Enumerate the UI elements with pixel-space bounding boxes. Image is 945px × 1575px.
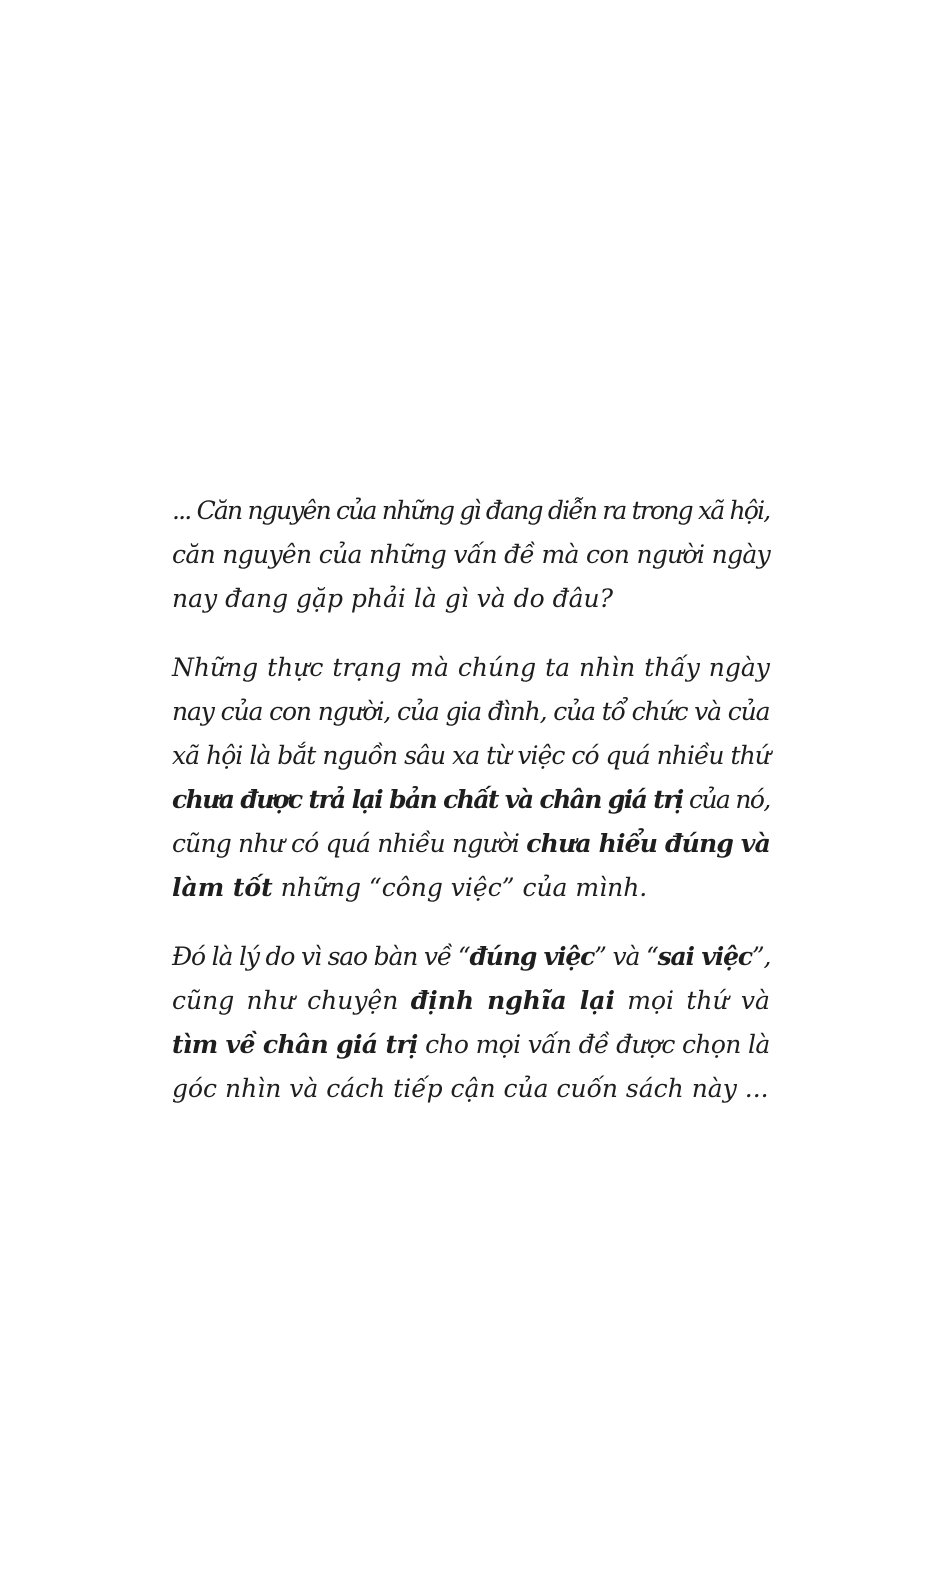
text-run: góc nhìn và cách tiếp cận của cuốn sách này ... (172, 1074, 769, 1103)
page-text (172, 489, 770, 1111)
text-run: ”, (751, 942, 771, 971)
text-run: cũng như có quá nhiều người (172, 829, 527, 858)
paragraph (172, 646, 770, 910)
text-run: những “công việc” của mình. (272, 873, 648, 902)
text-run: cũng như chuyện (172, 986, 411, 1015)
paragraph (172, 935, 770, 1111)
paragraph (172, 489, 770, 621)
text-run: của nó, (682, 785, 770, 814)
text-line (172, 979, 770, 1023)
text-line (172, 778, 770, 822)
text-run: ” và “ (594, 942, 658, 971)
text-line (172, 866, 770, 910)
text-run: ... Căn nguyên của những gì đang diễn ra trong xã hội, (172, 496, 770, 525)
text-line (172, 935, 770, 979)
text-run: nay đang gặp phải là gì và do đâu? (172, 584, 614, 613)
text-run: cho mọi vấn đề được chọn là (417, 1030, 770, 1059)
text-run: Những thực trạng mà chúng ta nhìn thấy ngày (172, 653, 770, 682)
text-run: Đó là lý do vì sao bàn về “ (172, 942, 470, 971)
text-run: nay của con người, của gia đình, của tổ chức và của (172, 697, 770, 726)
bold-text-run: sai việc (657, 942, 752, 971)
text-line (172, 533, 770, 577)
bold-text-run: định nghĩa lại (410, 986, 615, 1015)
text-run: xã hội là bắt nguồn sâu xa từ việc có quá nhiều thứ (172, 741, 770, 770)
text-run: mọi thứ và (614, 986, 770, 1015)
bold-text-run: chưa hiểu đúng và (526, 829, 770, 858)
bold-text-run: làm tốt (172, 873, 273, 902)
text-run: căn nguyên của những vấn đề mà con người ngày (172, 540, 771, 569)
text-line (172, 822, 770, 866)
text-line (172, 1023, 770, 1067)
text-line (172, 646, 770, 690)
text-line (172, 690, 770, 734)
text-line (172, 734, 770, 778)
text-line (172, 489, 770, 533)
bold-text-run: đúng việc (469, 942, 595, 971)
bold-text-run: tìm về chân giá trị (172, 1030, 418, 1059)
text-line (172, 1067, 770, 1111)
text-line (172, 577, 770, 621)
bold-text-run: chưa được trả lại bản chất và chân giá trị (172, 785, 683, 814)
